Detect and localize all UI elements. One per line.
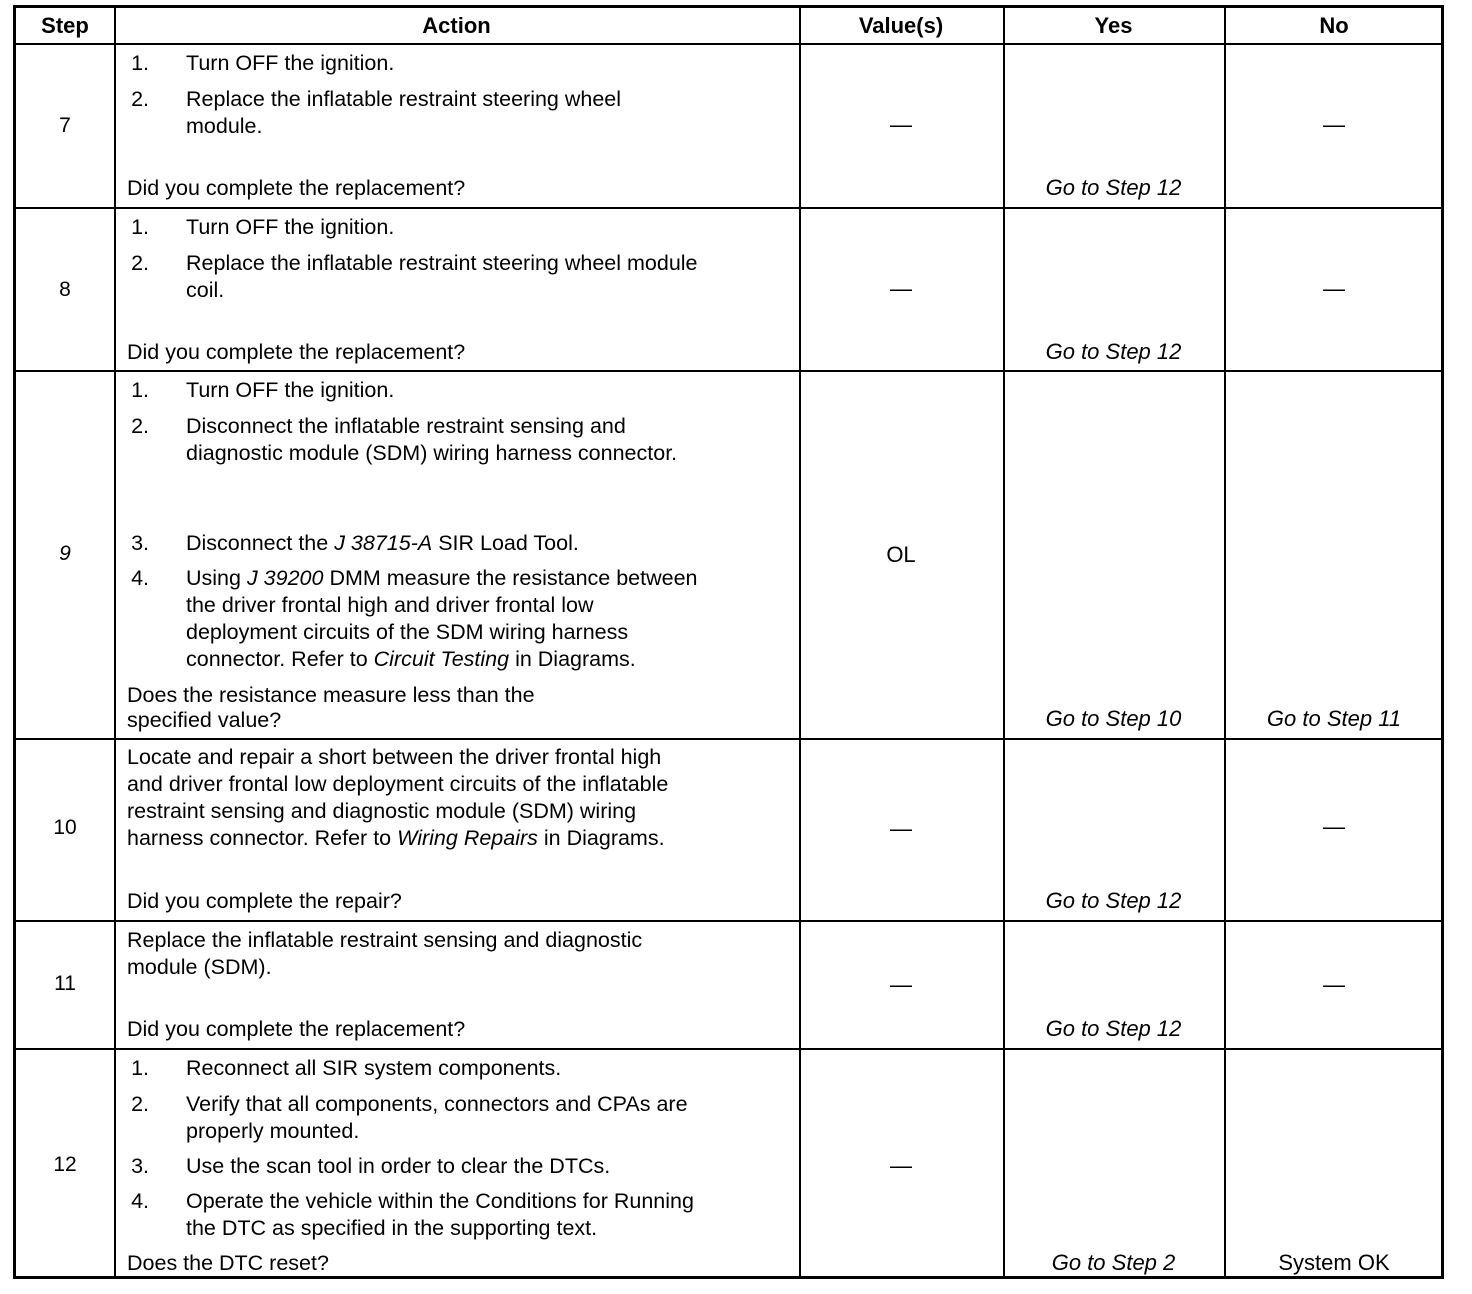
question: Did you complete the replacement? <box>127 1017 466 1041</box>
header-no: No <box>1319 13 1349 38</box>
action-line: and driver frontal low deployment circuits of the inflatable <box>127 772 669 796</box>
action-line <box>127 825 665 852</box>
action-item: Turn OFF the ignition. <box>186 378 395 402</box>
no-result: System OK <box>1278 1250 1390 1275</box>
row-divider <box>16 370 1441 372</box>
action-item: Turn OFF the ignition. <box>186 51 395 75</box>
action-item <box>186 530 579 557</box>
action-text: Using <box>186 566 241 590</box>
value-cell: — <box>890 816 912 841</box>
action-item <box>186 646 636 673</box>
action-text: connector. Refer to <box>186 647 368 671</box>
list-number: 1. <box>131 215 149 239</box>
list-number: 1. <box>131 378 149 402</box>
action-item: diagnostic module (SDM) wiring harness connector. <box>186 441 678 465</box>
list-number: 4. <box>131 566 149 590</box>
tool-reference: J 38715-A <box>334 531 433 555</box>
yes-link[interactable]: Go to Step 12 <box>1045 339 1182 364</box>
value-cell: — <box>890 1153 912 1178</box>
action-item <box>186 565 698 592</box>
reference-link[interactable]: Circuit Testing <box>373 647 510 671</box>
value-cell: — <box>890 112 912 137</box>
column-divider <box>114 8 116 1276</box>
action-item: Use the scan tool in order to clear the DTCs. <box>186 1154 611 1178</box>
row-divider <box>16 1048 1441 1050</box>
question: Does the resistance measure less than the <box>127 683 535 707</box>
action-text: SIR Load Tool. <box>438 531 579 555</box>
yes-link[interactable]: Go to Step 12 <box>1045 888 1182 913</box>
no-cell: — <box>1323 972 1345 997</box>
no-cell: — <box>1323 112 1345 137</box>
question: Did you complete the repair? <box>127 889 402 913</box>
yes-link[interactable]: Go to Step 2 <box>1051 1250 1176 1275</box>
list-number: 3. <box>131 531 149 555</box>
action-item: Replace the inflatable restraint steering wheel <box>186 87 622 111</box>
yes-link[interactable]: Go to Step 12 <box>1045 175 1182 200</box>
step-number: 10 <box>53 816 77 839</box>
list-number: 2. <box>131 1092 149 1116</box>
list-number: 2. <box>131 414 149 438</box>
step-number: 8 <box>59 278 71 301</box>
action-line: module (SDM). <box>127 955 272 979</box>
no-cell: — <box>1323 276 1345 301</box>
header-yes: Yes <box>1094 13 1133 38</box>
action-item: module. <box>186 114 263 138</box>
tool-reference: J 39200 <box>246 566 324 590</box>
no-cell: — <box>1323 814 1345 839</box>
list-number: 2. <box>131 251 149 275</box>
action-item: coil. <box>186 278 225 302</box>
step-number: 9 <box>59 542 71 565</box>
action-text: in Diagrams. <box>515 647 636 671</box>
header-step: Step <box>41 13 89 38</box>
action-item: Verify that all components, connectors and CPAs are <box>186 1092 688 1116</box>
step-number: 11 <box>54 972 76 995</box>
value-cell: OL <box>886 542 916 567</box>
list-number: 3. <box>131 1154 149 1178</box>
action-item: Disconnect the inflatable restraint sensing and <box>186 414 626 438</box>
action-text: DMM measure the resistance between <box>329 566 698 590</box>
action-text: in Diagrams. <box>543 826 665 850</box>
column-divider <box>1224 8 1226 1276</box>
action-line: restraint sensing and diagnostic module (SDM) wiring <box>127 799 637 823</box>
action-text: harness connector. Refer to <box>127 826 392 850</box>
action-line: Locate and repair a short between the driver frontal high <box>127 745 662 769</box>
row-divider <box>16 920 1441 922</box>
step-number: 12 <box>53 1153 77 1176</box>
question: Did you complete the replacement? <box>127 176 466 200</box>
question: specified value? <box>127 708 282 732</box>
action-text: Disconnect the <box>186 531 329 555</box>
action-item: Reconnect all SIR system components. <box>186 1056 562 1080</box>
no-link[interactable]: Go to Step 11 <box>1266 706 1402 731</box>
value-cell: — <box>890 972 912 997</box>
question: Did you complete the replacement? <box>127 340 466 364</box>
action-line: Replace the inflatable restraint sensing and diagnostic <box>127 928 643 952</box>
action-item: Replace the inflatable restraint steering wheel module <box>186 251 698 275</box>
step-number: 7 <box>59 114 71 137</box>
action-item: the driver frontal high and driver frontal low <box>186 593 594 617</box>
list-number: 2. <box>131 87 149 111</box>
action-item: deployment circuits of the SDM wiring harness <box>186 620 629 644</box>
diagnostic-table <box>13 5 1444 1279</box>
list-number: 4. <box>131 1189 149 1213</box>
action-item: properly mounted. <box>186 1119 360 1143</box>
row-divider <box>16 207 1441 209</box>
yes-link[interactable]: Go to Step 10 <box>1045 706 1182 731</box>
question: Does the DTC reset? <box>127 1251 329 1275</box>
header-values: Value(s) <box>858 13 944 38</box>
header-action: Action <box>422 13 491 38</box>
action-item: Turn OFF the ignition. <box>186 215 395 239</box>
action-item: the DTC as specified in the supporting text. <box>186 1216 598 1240</box>
yes-link[interactable]: Go to Step 12 <box>1045 1016 1182 1041</box>
value-cell: — <box>890 276 912 301</box>
row-divider <box>16 738 1441 740</box>
action-item: Operate the vehicle within the Conditions for Running <box>186 1189 694 1213</box>
list-number: 1. <box>131 1056 149 1080</box>
column-divider <box>799 8 801 1276</box>
list-number: 1. <box>131 51 149 75</box>
reference-link[interactable]: Wiring Repairs <box>397 826 538 850</box>
